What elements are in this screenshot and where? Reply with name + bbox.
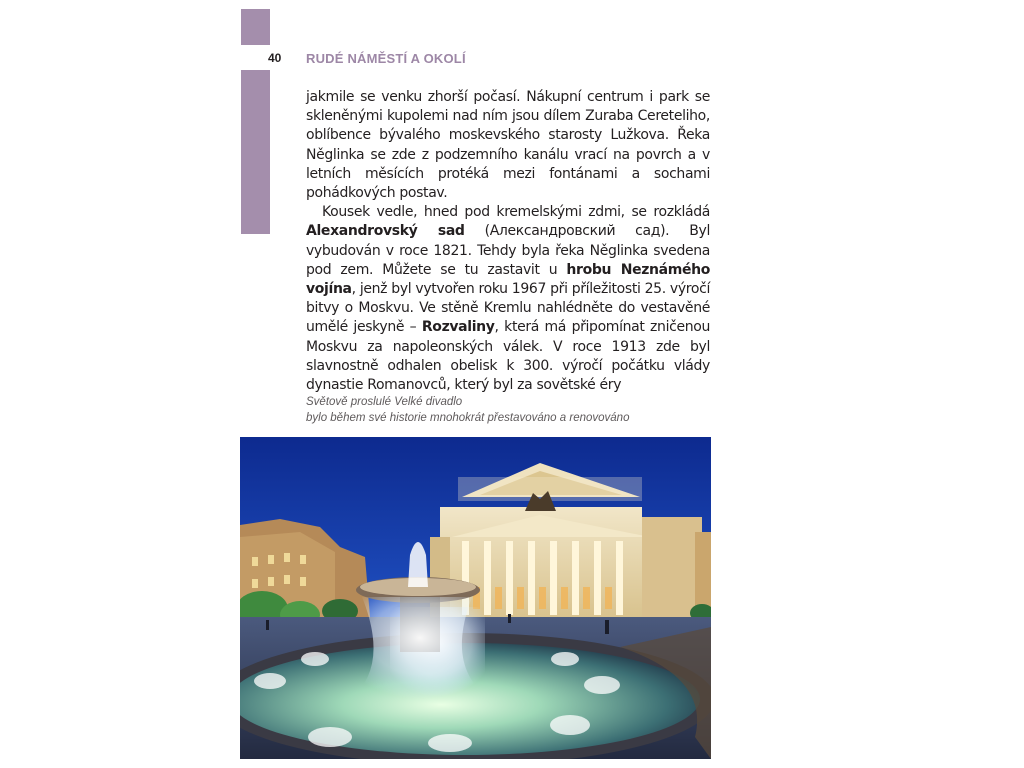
margin-tab-top — [241, 9, 270, 45]
bold-term-rozvaliny: Rozvaliny — [421, 319, 495, 336]
caption-line-1: Světově proslulé Velké divadlo — [306, 396, 463, 408]
text-run: (Александровский сад). Byl vybudován v roce 1821. Tehdy byla řeka Něglinka svedena pod zem. Můžete se tu zastavit u — [306, 223, 710, 278]
bold-term-tomb-unknown-soldier: hrobu Neznámého vojína — [306, 261, 710, 298]
text-run: , která má připomínat zničenou Moskvu za napoleonských válek. V roce 1913 zde byl slavnostně odhalen obelisk k 300. výročí počátku vlády dynastie Romanovců, který byl za sovětské éry — [306, 319, 710, 394]
text-run: Kousek vedle, hned pod kremelskými zdmi, se rozkládá — [322, 204, 710, 221]
paragraph-2 — [306, 203, 710, 395]
bolshoi-theatre-photo — [240, 437, 711, 759]
running-header: RUDÉ NÁMĚSTÍ A OKOLÍ — [306, 51, 466, 66]
page-number: 40 — [268, 51, 282, 65]
body-text — [306, 88, 710, 395]
paragraph-1: jakmile se venku zhorší počasí. Nákupní centrum i park se skleněnými kupolemi nad ním jsou dílem Zuraba Cereteliho, oblíbence bývalého moskevského starosty Lužkova. Řeka Něglinka se zde z podzemního kanálu vrací na povrch a v letních měsících protéká mezi fontánami a sochami pohádkových postav. — [306, 89, 710, 202]
text-run: , jenž byl vytvořen roku 1967 při příležitosti 25. výročí bitvy o Moskvu. Ve stěně Kremlu nahlédněte do vestavěné umělé jeskyně – — [306, 281, 711, 336]
photo-caption — [306, 394, 710, 426]
margin-tab-bottom — [241, 70, 270, 234]
bold-term-alexandrovsky-sad: Alexandrovský sad — [306, 223, 465, 240]
caption-line-2: bylo během své historie mnohokrát přestavováno a renovováno — [306, 412, 630, 424]
